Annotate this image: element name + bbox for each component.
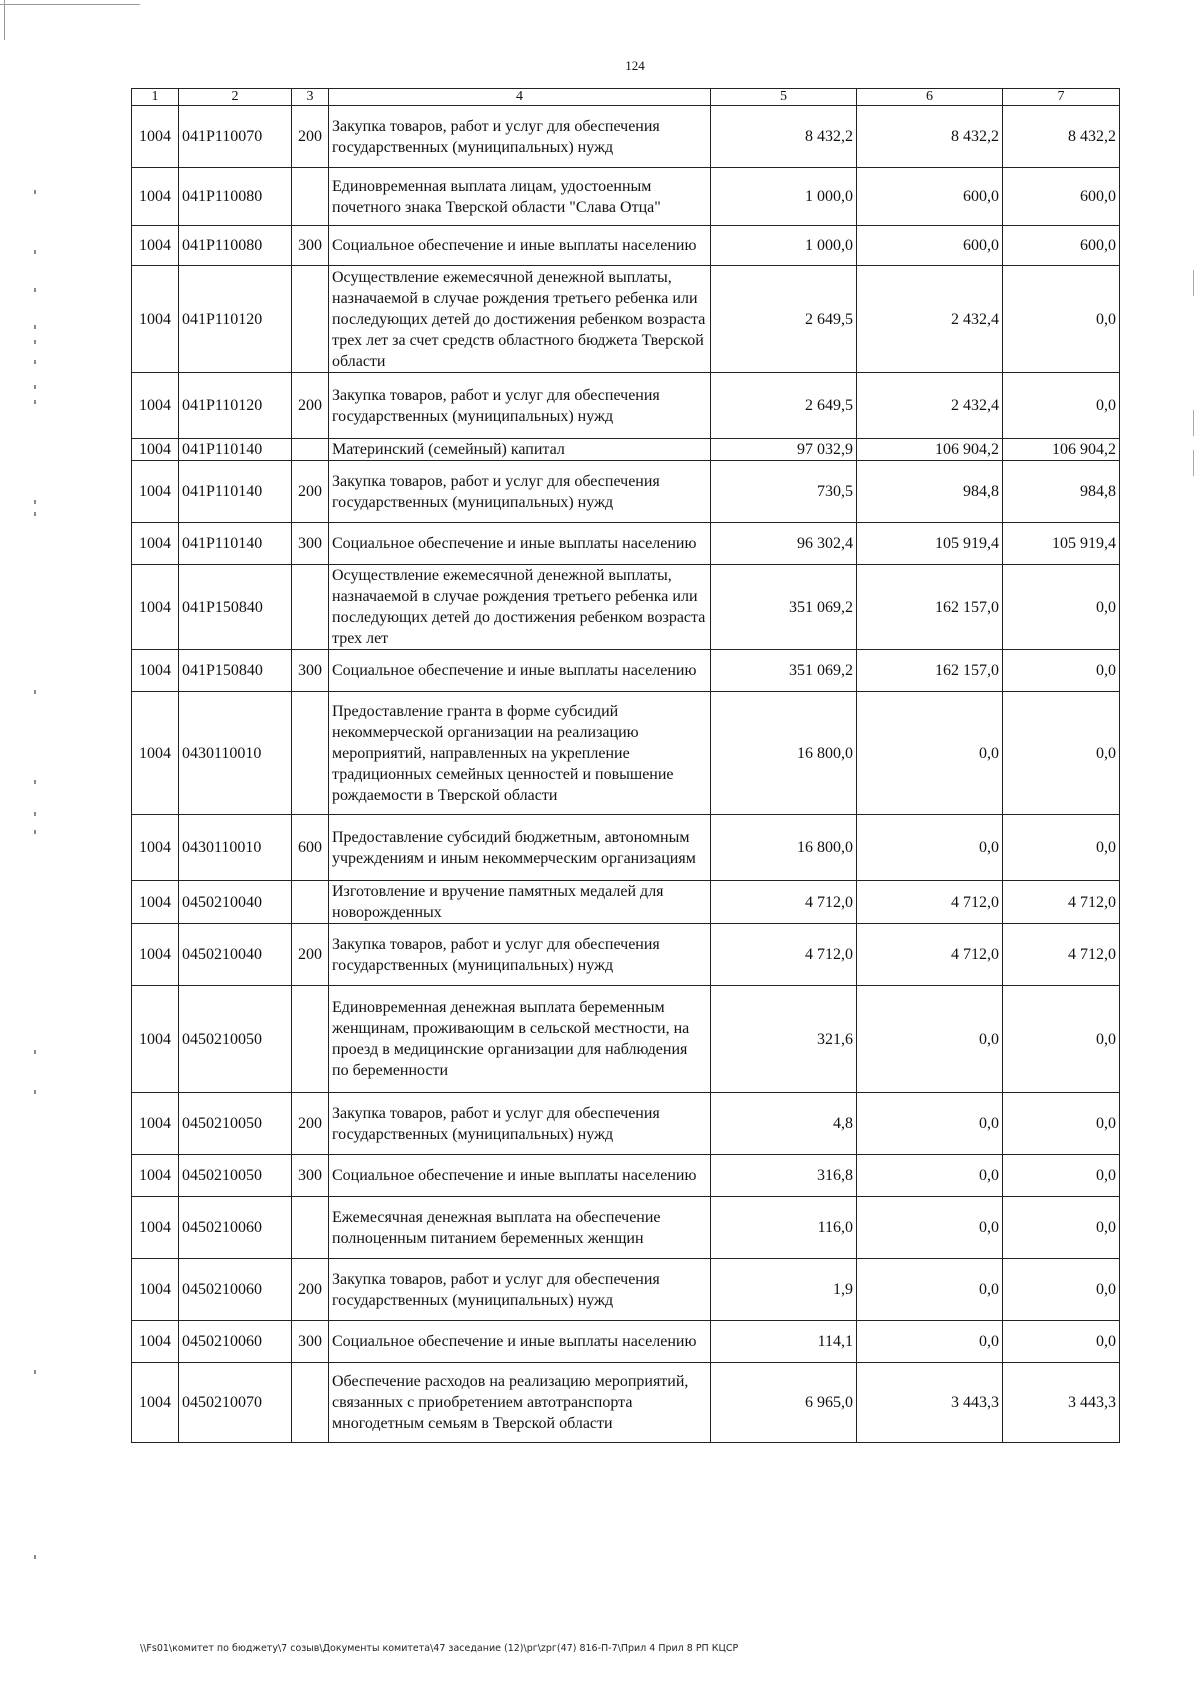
section-cell: 1004 [132, 266, 179, 373]
column-header: 2 [179, 89, 292, 106]
value-2025-cell: 106 904,2 [1003, 439, 1120, 461]
value-2023-cell: 730,5 [711, 461, 857, 523]
type-cell [292, 881, 329, 924]
name-cell: Социальное обеспечение и иные выплаты населению [329, 1155, 711, 1197]
type-cell: 200 [292, 373, 329, 439]
type-cell [292, 1363, 329, 1443]
value-2025-cell: 0,0 [1003, 1259, 1120, 1321]
code-cell: 041P110120 [179, 373, 292, 439]
column-header: 5 [711, 89, 857, 106]
value-2024-cell: 0,0 [857, 986, 1003, 1093]
value-2023-cell: 321,6 [711, 986, 857, 1093]
section-cell: 1004 [132, 815, 179, 881]
section-cell: 1004 [132, 1093, 179, 1155]
name-cell: Социальное обеспечение и иные выплаты населению [329, 226, 711, 266]
value-2024-cell: 0,0 [857, 815, 1003, 881]
column-header: 6 [857, 89, 1003, 106]
table-row [132, 692, 1120, 815]
section-cell: 1004 [132, 1363, 179, 1443]
value-2025-cell: 0,0 [1003, 650, 1120, 692]
type-cell [292, 168, 329, 226]
table-row [132, 815, 1120, 881]
value-2025-cell: 0,0 [1003, 1321, 1120, 1363]
type-cell [292, 986, 329, 1093]
table-row [132, 986, 1120, 1093]
value-2024-cell: 8 432,2 [857, 106, 1003, 168]
value-2023-cell: 116,0 [711, 1197, 857, 1259]
code-cell: 041P110080 [179, 226, 292, 266]
table-row [132, 439, 1120, 461]
table-row [132, 373, 1120, 439]
name-cell: Изготовление и вручение памятных медалей для новорожденных [329, 881, 711, 924]
name-cell: Единовременная выплата лицам, удостоенным почетного знака Тверской области "Слава Отца" [329, 168, 711, 226]
table-row [132, 1363, 1120, 1443]
name-cell: Закупка товаров, работ и услуг для обеспечения государственных (муниципальных) нужд [329, 373, 711, 439]
value-2023-cell: 1 000,0 [711, 168, 857, 226]
value-2025-cell: 4 712,0 [1003, 881, 1120, 924]
table-body [132, 106, 1120, 1443]
budget-table [131, 88, 1120, 1443]
section-cell: 1004 [132, 565, 179, 650]
value-2024-cell: 2 432,4 [857, 373, 1003, 439]
name-cell: Единовременная денежная выплата беременным женщинам, проживающим в сельской местности, на проезд в медицинские организации для наблюдения по беременности [329, 986, 711, 1093]
name-cell: Предоставление субсидий бюджетным, автономным учреждениям и иным некоммерческим организациям [329, 815, 711, 881]
section-cell: 1004 [132, 986, 179, 1093]
section-cell: 1004 [132, 1197, 179, 1259]
table-row [132, 266, 1120, 373]
section-cell: 1004 [132, 881, 179, 924]
column-header: 7 [1003, 89, 1120, 106]
code-cell: 0450210060 [179, 1259, 292, 1321]
name-cell: Закупка товаров, работ и услуг для обеспечения государственных (муниципальных) нужд [329, 1259, 711, 1321]
value-2024-cell: 4 712,0 [857, 881, 1003, 924]
code-cell: 0450210040 [179, 881, 292, 924]
value-2024-cell: 0,0 [857, 692, 1003, 815]
value-2023-cell: 16 800,0 [711, 815, 857, 881]
value-2024-cell: 0,0 [857, 1093, 1003, 1155]
value-2025-cell: 600,0 [1003, 226, 1120, 266]
value-2023-cell: 2 649,5 [711, 373, 857, 439]
value-2024-cell: 0,0 [857, 1259, 1003, 1321]
code-cell: 041P110080 [179, 168, 292, 226]
value-2024-cell: 162 157,0 [857, 565, 1003, 650]
table-row [132, 168, 1120, 226]
value-2024-cell: 2 432,4 [857, 266, 1003, 373]
table-row [132, 523, 1120, 565]
section-cell: 1004 [132, 523, 179, 565]
value-2025-cell: 3 443,3 [1003, 1363, 1120, 1443]
table-row [132, 1321, 1120, 1363]
type-cell: 200 [292, 924, 329, 986]
value-2025-cell: 0,0 [1003, 266, 1120, 373]
value-2024-cell: 162 157,0 [857, 650, 1003, 692]
name-cell: Закупка товаров, работ и услуг для обеспечения государственных (муниципальных) нужд [329, 106, 711, 168]
value-2025-cell: 4 712,0 [1003, 924, 1120, 986]
table-row [132, 461, 1120, 523]
type-cell: 200 [292, 106, 329, 168]
table-row [132, 881, 1120, 924]
table-row [132, 1155, 1120, 1197]
column-header: 4 [329, 89, 711, 106]
scan-edge-line-left [4, 0, 5, 40]
value-2024-cell: 3 443,3 [857, 1363, 1003, 1443]
name-cell: Ежемесячная денежная выплата на обеспечение полноценным питанием беременных женщин [329, 1197, 711, 1259]
name-cell: Закупка товаров, работ и услуг для обеспечения государственных (муниципальных) нужд [329, 461, 711, 523]
type-cell: 300 [292, 650, 329, 692]
value-2024-cell: 105 919,4 [857, 523, 1003, 565]
type-cell: 600 [292, 815, 329, 881]
name-cell: Социальное обеспечение и иные выплаты населению [329, 1321, 711, 1363]
value-2023-cell: 351 069,2 [711, 565, 857, 650]
name-cell: Осуществление ежемесячной денежной выплаты, назначаемой в случае рождения третьего ребенка или последующих детей до достижения ребенком возраста трех лет [329, 565, 711, 650]
section-cell: 1004 [132, 692, 179, 815]
section-cell: 1004 [132, 106, 179, 168]
value-2024-cell: 4 712,0 [857, 924, 1003, 986]
code-cell: 0430110010 [179, 692, 292, 815]
value-2024-cell: 600,0 [857, 226, 1003, 266]
code-cell: 0430110010 [179, 815, 292, 881]
name-cell: Осуществление ежемесячной денежной выплаты, назначаемой в случае рождения третьего ребенка или последующих детей до достижения ребенком возраста трех лет за счет средств областного бюджета Тверской области [329, 266, 711, 373]
table-row [132, 1093, 1120, 1155]
table-row [132, 1197, 1120, 1259]
value-2025-cell: 0,0 [1003, 1155, 1120, 1197]
value-2025-cell: 984,8 [1003, 461, 1120, 523]
section-cell: 1004 [132, 1155, 179, 1197]
table-row [132, 565, 1120, 650]
code-cell: 041P110140 [179, 523, 292, 565]
type-cell [292, 1197, 329, 1259]
value-2025-cell: 600,0 [1003, 168, 1120, 226]
value-2023-cell: 4 712,0 [711, 881, 857, 924]
value-2025-cell: 0,0 [1003, 373, 1120, 439]
value-2025-cell: 0,0 [1003, 986, 1120, 1093]
value-2023-cell: 2 649,5 [711, 266, 857, 373]
value-2023-cell: 4 712,0 [711, 924, 857, 986]
code-cell: 0450210050 [179, 1155, 292, 1197]
name-cell: Материнский (семейный) капитал [329, 439, 711, 461]
value-2025-cell: 0,0 [1003, 692, 1120, 815]
type-cell: 300 [292, 226, 329, 266]
value-2023-cell: 8 432,2 [711, 106, 857, 168]
column-header: 3 [292, 89, 329, 106]
value-2024-cell: 600,0 [857, 168, 1003, 226]
table-row [132, 1259, 1120, 1321]
value-2023-cell: 351 069,2 [711, 650, 857, 692]
value-2023-cell: 4,8 [711, 1093, 857, 1155]
code-cell: 041P110140 [179, 461, 292, 523]
value-2024-cell: 0,0 [857, 1197, 1003, 1259]
value-2024-cell: 106 904,2 [857, 439, 1003, 461]
section-cell: 1004 [132, 461, 179, 523]
section-cell: 1004 [132, 1321, 179, 1363]
section-cell: 1004 [132, 650, 179, 692]
name-cell: Социальное обеспечение и иные выплаты населению [329, 523, 711, 565]
code-cell: 041P150840 [179, 565, 292, 650]
value-2024-cell: 984,8 [857, 461, 1003, 523]
type-cell [292, 565, 329, 650]
code-cell: 0450210050 [179, 1093, 292, 1155]
name-cell: Социальное обеспечение и иные выплаты населению [329, 650, 711, 692]
value-2025-cell: 0,0 [1003, 565, 1120, 650]
value-2023-cell: 96 302,4 [711, 523, 857, 565]
name-cell: Предоставление гранта в форме субсидий некоммерческой организации на реализацию мероприятий, направленных на укрепление традиционных семейных ценностей и повышение рождаемости в Тверской области [329, 692, 711, 815]
code-cell: 041P110070 [179, 106, 292, 168]
value-2025-cell: 0,0 [1003, 1197, 1120, 1259]
value-2023-cell: 97 032,9 [711, 439, 857, 461]
type-cell: 300 [292, 523, 329, 565]
section-cell: 1004 [132, 168, 179, 226]
name-cell: Закупка товаров, работ и услуг для обеспечения государственных (муниципальных) нужд [329, 924, 711, 986]
code-cell: 0450210070 [179, 1363, 292, 1443]
table-row [132, 924, 1120, 986]
value-2023-cell: 16 800,0 [711, 692, 857, 815]
code-cell: 0450210060 [179, 1321, 292, 1363]
type-cell: 200 [292, 461, 329, 523]
table-row [132, 106, 1120, 168]
value-2025-cell: 8 432,2 [1003, 106, 1120, 168]
type-cell: 200 [292, 1259, 329, 1321]
section-cell: 1004 [132, 1259, 179, 1321]
value-2025-cell: 0,0 [1003, 1093, 1120, 1155]
footer-file-path: \\Fs01\комитет по бюджету\7 созыв\Документы комитета\47 заседание (12)\рг\zрг(47) 816-П-7\Прил 4 Прил 8 РП КЦСР [140, 1643, 739, 1654]
type-cell [292, 439, 329, 461]
type-cell [292, 266, 329, 373]
value-2023-cell: 114,1 [711, 1321, 857, 1363]
value-2023-cell: 1 000,0 [711, 226, 857, 266]
type-cell: 200 [292, 1093, 329, 1155]
value-2023-cell: 1,9 [711, 1259, 857, 1321]
code-cell: 0450210040 [179, 924, 292, 986]
section-cell: 1004 [132, 924, 179, 986]
name-cell: Закупка товаров, работ и услуг для обеспечения государственных (муниципальных) нужд [329, 1093, 711, 1155]
code-cell: 0450210060 [179, 1197, 292, 1259]
table-header-row [132, 89, 1120, 106]
name-cell: Обеспечение расходов на реализацию мероприятий, связанных с приобретением автотранспорта многодетным семьям в Тверской области [329, 1363, 711, 1443]
section-cell: 1004 [132, 439, 179, 461]
table-row [132, 226, 1120, 266]
page-number: 124 [625, 58, 645, 73]
table-row [132, 650, 1120, 692]
code-cell: 041P110120 [179, 266, 292, 373]
code-cell: 041P110140 [179, 439, 292, 461]
value-2025-cell: 0,0 [1003, 815, 1120, 881]
section-cell: 1004 [132, 226, 179, 266]
code-cell: 041P150840 [179, 650, 292, 692]
value-2024-cell: 0,0 [857, 1155, 1003, 1197]
value-2023-cell: 316,8 [711, 1155, 857, 1197]
value-2025-cell: 105 919,4 [1003, 523, 1120, 565]
type-cell: 300 [292, 1321, 329, 1363]
type-cell: 300 [292, 1155, 329, 1197]
value-2024-cell: 0,0 [857, 1321, 1003, 1363]
scan-edge-line-top [0, 4, 140, 5]
section-cell: 1004 [132, 373, 179, 439]
column-header: 1 [132, 89, 179, 106]
type-cell [292, 692, 329, 815]
code-cell: 0450210050 [179, 986, 292, 1093]
value-2023-cell: 6 965,0 [711, 1363, 857, 1443]
